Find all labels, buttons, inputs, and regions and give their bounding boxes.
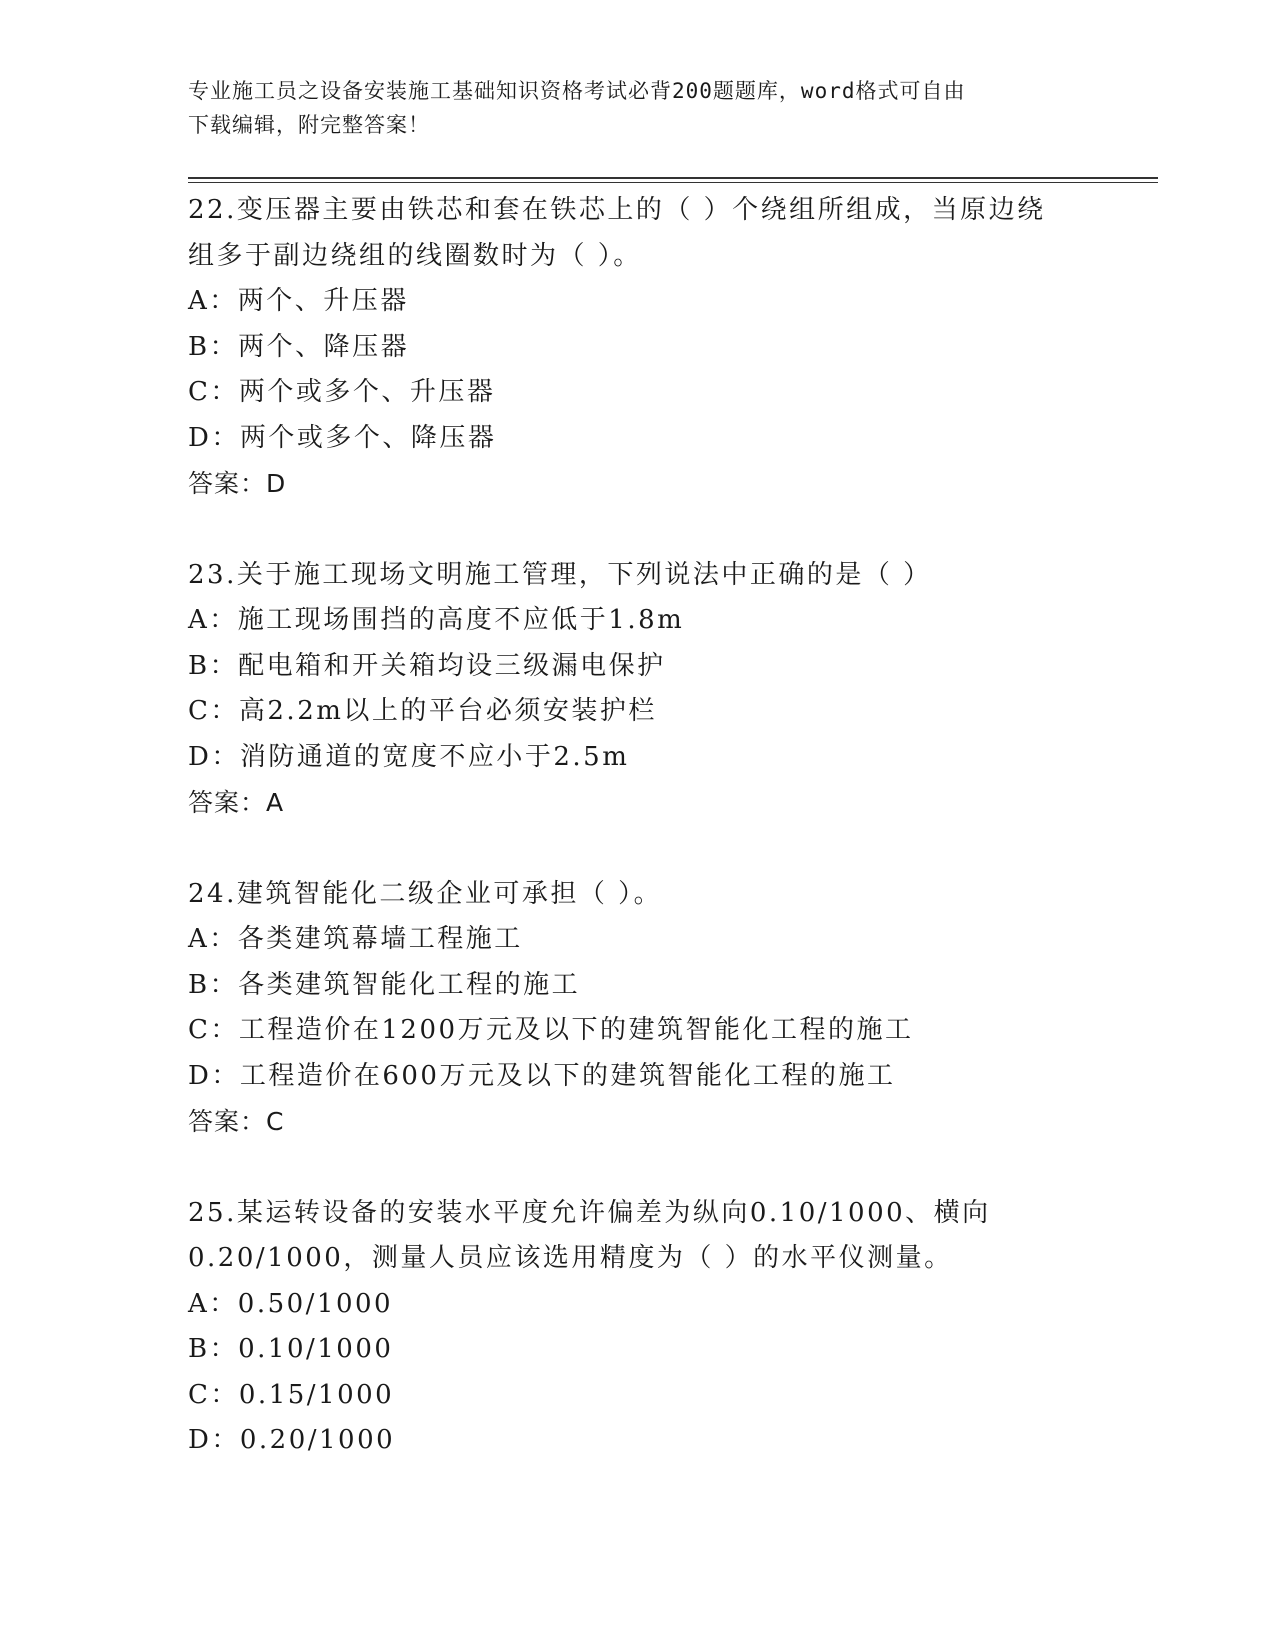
question-text-line: 22.变压器主要由铁芯和套在铁芯上的（ ）个绕组所组成，当原边绕 [188,195,1046,225]
question-text-line: 25.某运转设备的安装水平度允许偏差为纵向0.10/1000、横向 [188,1197,991,1228]
option-d: D：0.20/1000 [188,1425,396,1455]
option-a: A：各类建筑幕墙工程施工 [188,924,523,954]
header-divider-thick [188,177,1158,179]
question-23 [188,553,1088,826]
option-a: A：施工现场围挡的高度不应低于1.8m [188,605,685,635]
option-a: A：两个、升压器 [188,286,409,316]
answer-label: 答案：D [188,469,287,498]
header-line-1: 专业施工员之设备安装施工基础知识资格考试必背200题题库，word格式可自由 [188,79,966,103]
answer-label: 答案：A [188,788,285,817]
question-24 [188,872,1088,1145]
option-d: D：工程造价在600万元及以下的建筑智能化工程的施工 [188,1060,896,1091]
question-25 [188,1191,1088,1464]
answer-label: 答案：C [188,1107,285,1136]
option-b: B：0.10/1000 [188,1334,394,1364]
header-line-2: 下载编辑，附完整答案！ [188,113,430,137]
option-c: C：0.15/1000 [188,1379,395,1410]
option-b: B：配电箱和开关箱均设三级漏电保护 [188,650,666,681]
option-c: C：工程造价在1200万元及以下的建筑智能化工程的施工 [188,1015,914,1045]
question-text-line: 0.20/1000，测量人员应该选用精度为（ ）的水平仪测量。 [188,1243,953,1273]
question-text-line: 23.关于施工现场文明施工管理，下列说法中正确的是（ ） [188,559,932,590]
option-c: C：高2.2m以上的平台必须安装护栏 [188,696,657,726]
option-d: D：两个或多个、降压器 [188,422,497,453]
option-d: D：消防通道的宽度不应小于2.5m [188,741,630,772]
question-22 [188,188,1088,507]
question-text-line: 组多于副边绕组的线圈数时为（ ）。 [188,240,642,271]
option-b: B：两个、降压器 [188,331,410,362]
question-text-line: 24.建筑智能化二级企业可承担（ ）。 [188,878,663,909]
option-c: C：两个或多个、升压器 [188,377,496,407]
option-b: B：各类建筑智能化工程的施工 [188,969,581,1000]
document-header [188,74,1088,142]
header-divider-thin [188,182,1158,183]
question-list [188,188,1088,1510]
option-a: A：0.50/1000 [188,1288,394,1319]
